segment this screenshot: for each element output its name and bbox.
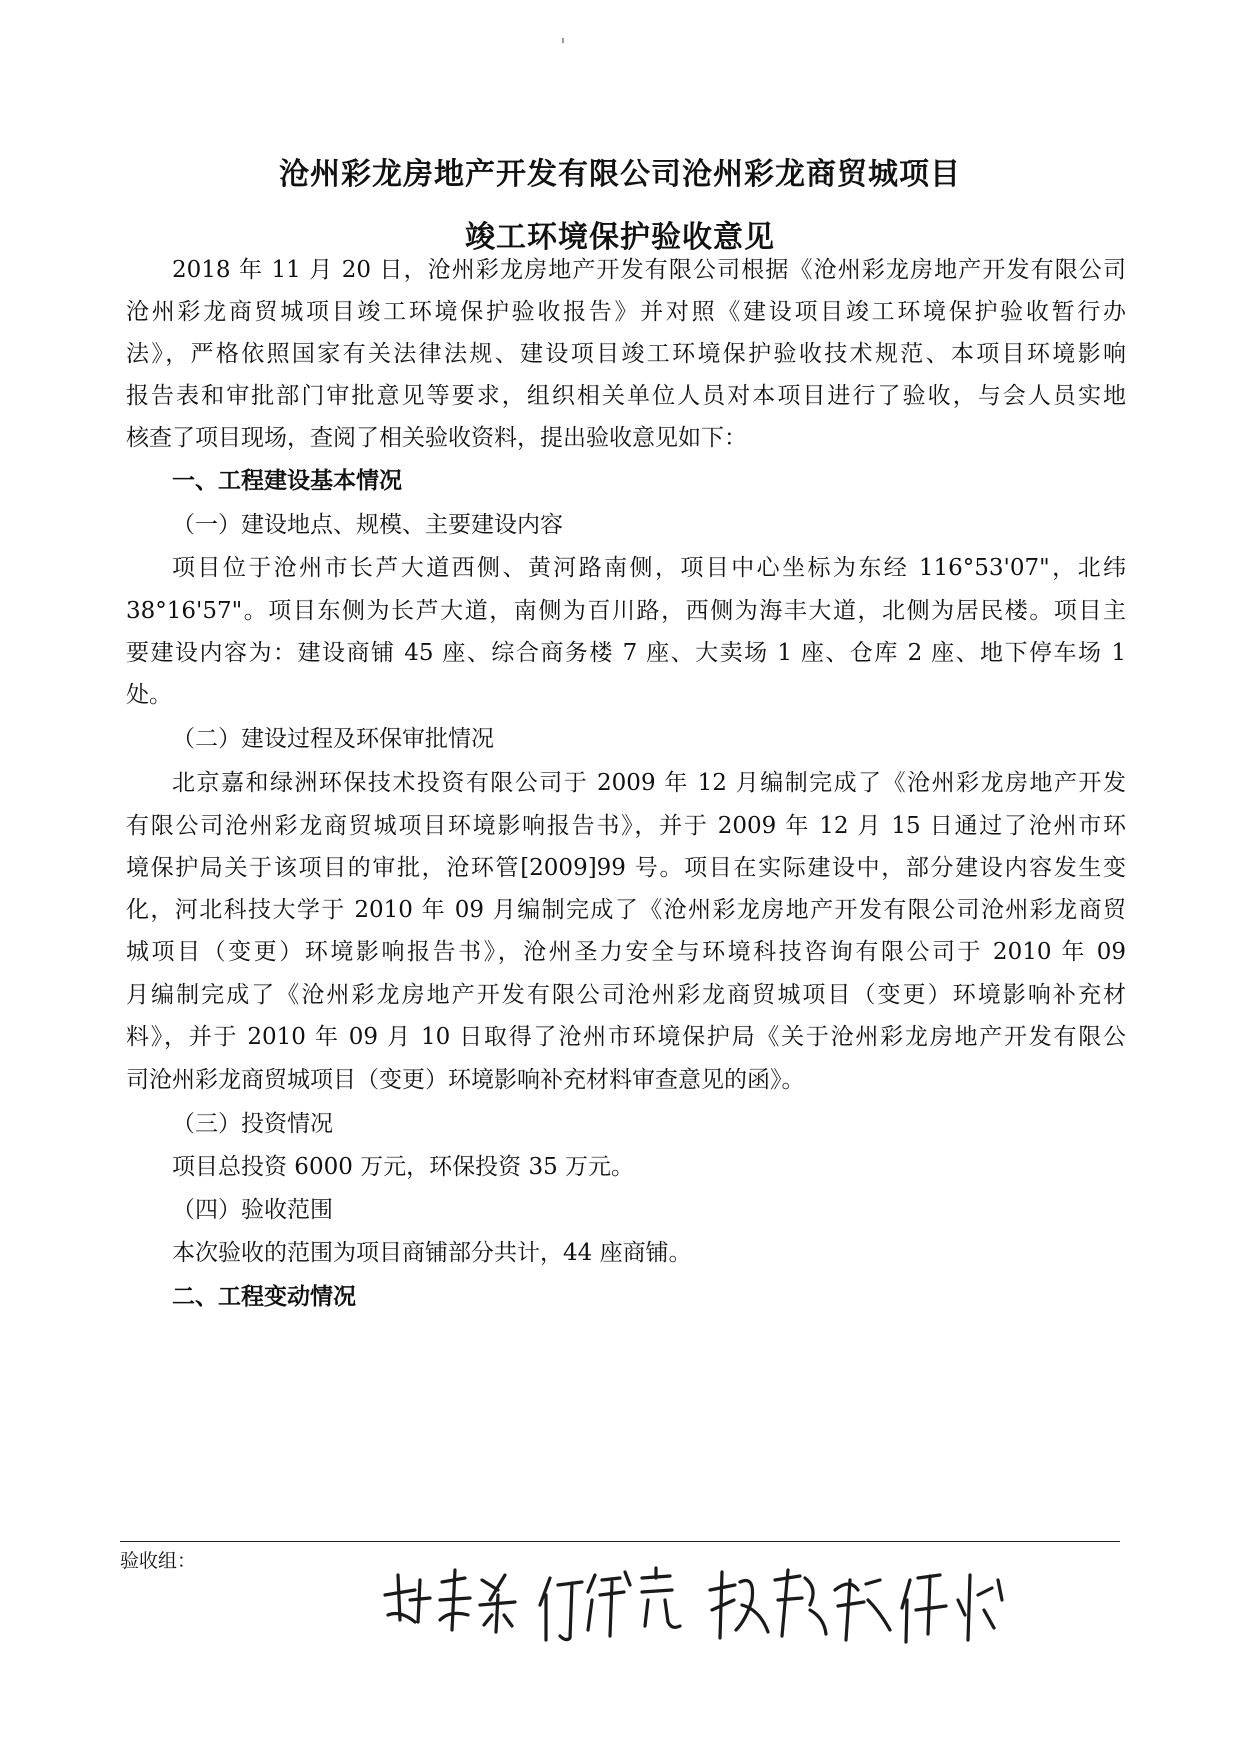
sub1-heading: （一）建设地点、规模、主要建设内容 [172, 512, 563, 538]
scan-speck [562, 38, 564, 43]
sub2-line: 月编制完成了《沧州彩龙房地产开发有限公司沧州彩龙商贸城项目（变更）环境影响补充材 [126, 982, 1126, 1008]
document-title-line1: 沧州彩龙房地产开发有限公司沧州彩龙商贸城项目 [279, 157, 961, 192]
intro-line: 报告表和审批部门审批意见等要求，组织相关单位人员对本项目进行了验收，与会人员实地 [126, 383, 1126, 409]
sub1-line: 要建设内容为：建设商铺 45 座、综合商务楼 7 座、大卖场 1 座、仓库 2 座、地下停车场 1 [126, 640, 1126, 666]
sub2-line: 境保护局关于该项目的审批，沧环管[2009]99 号。项目在实际建设中，部分建设内容发生变 [126, 855, 1126, 881]
intro-line: 核查了项目现场，查阅了相关验收资料，提出验收意见如下： [126, 425, 747, 451]
intro-line: 2018 年 11 月 20 日，沧州彩龙房地产开发有限公司根据《沧州彩龙房地产开发有限公司 [172, 257, 1126, 283]
intro-line: 沧州彩龙商贸城项目竣工环境保护验收报告》并对照《建设项目竣工环境保护验收暂行办 [126, 299, 1126, 325]
sub2-heading: （二）建设过程及环保审批情况 [172, 726, 494, 752]
signature-1 [385, 1570, 515, 1632]
intro-line: 法》，严格依照国家有关法律法规、建设项目竣工环境保护验收技术规范、本项目环境影响 [126, 341, 1126, 367]
handwritten-signatures [380, 1560, 1100, 1655]
signature-4 [902, 1575, 1002, 1642]
sub2-line: 料》，并于 2010 年 09 月 10 日取得了沧州市环境保护局《关于沧州彩龙房地产开发有限公 [126, 1024, 1126, 1050]
sub3-heading: （三）投资情况 [172, 1111, 333, 1137]
sub1-line: 38°16'57"。项目东侧为长芦大道，南侧为百川路，西侧为海丰大道，北侧为居民楼。项目主 [126, 598, 1126, 624]
sub2-line: 北京嘉和绿洲环保技术投资有限公司于 2009 年 12 月编制完成了《沧州彩龙房地产开发 [172, 770, 1126, 796]
sub2-line: 城项目（变更）环境影响报告书》，沧州圣力安全与环境科技咨询有限公司于 2010 年 09 [126, 939, 1126, 965]
section1-heading: 一、工程建设基本情况 [172, 468, 402, 494]
acceptance-group-label: 验收组： [120, 1550, 197, 1572]
sub4-text: 本次验收的范围为项目商铺部分共计，44 座商铺。 [172, 1240, 692, 1266]
sub4-heading: （四）验收范围 [172, 1197, 333, 1223]
sub1-line: 处。 [126, 682, 172, 708]
signature-2 [540, 1568, 680, 1640]
footer-divider [120, 1541, 1120, 1542]
signature-3 [710, 1570, 890, 1640]
sub2-line: 司沧州彩龙商贸城项目（变更）环境影响补充材料审查意见的函》。 [126, 1067, 805, 1093]
document-title-line2: 竣工环境保护验收意见 [465, 220, 775, 255]
sub1-line: 项目位于沧州市长芦大道西侧、黄河路南侧，项目中心坐标为东经 116°53'07"，北纬 [172, 555, 1126, 581]
section2-heading: 二、工程变动情况 [172, 1284, 356, 1310]
sub3-text: 项目总投资 6000 万元，环保投资 35 万元。 [172, 1154, 635, 1180]
sub2-line: 化，河北科技大学于 2010 年 09 月编制完成了《沧州彩龙房地产开发有限公司沧州彩龙商贸 [126, 897, 1126, 923]
sub2-line: 有限公司沧州彩龙商贸城项目环境影响报告书》，并于 2009 年 12 月 15 日通过了沧州市环 [126, 813, 1126, 839]
